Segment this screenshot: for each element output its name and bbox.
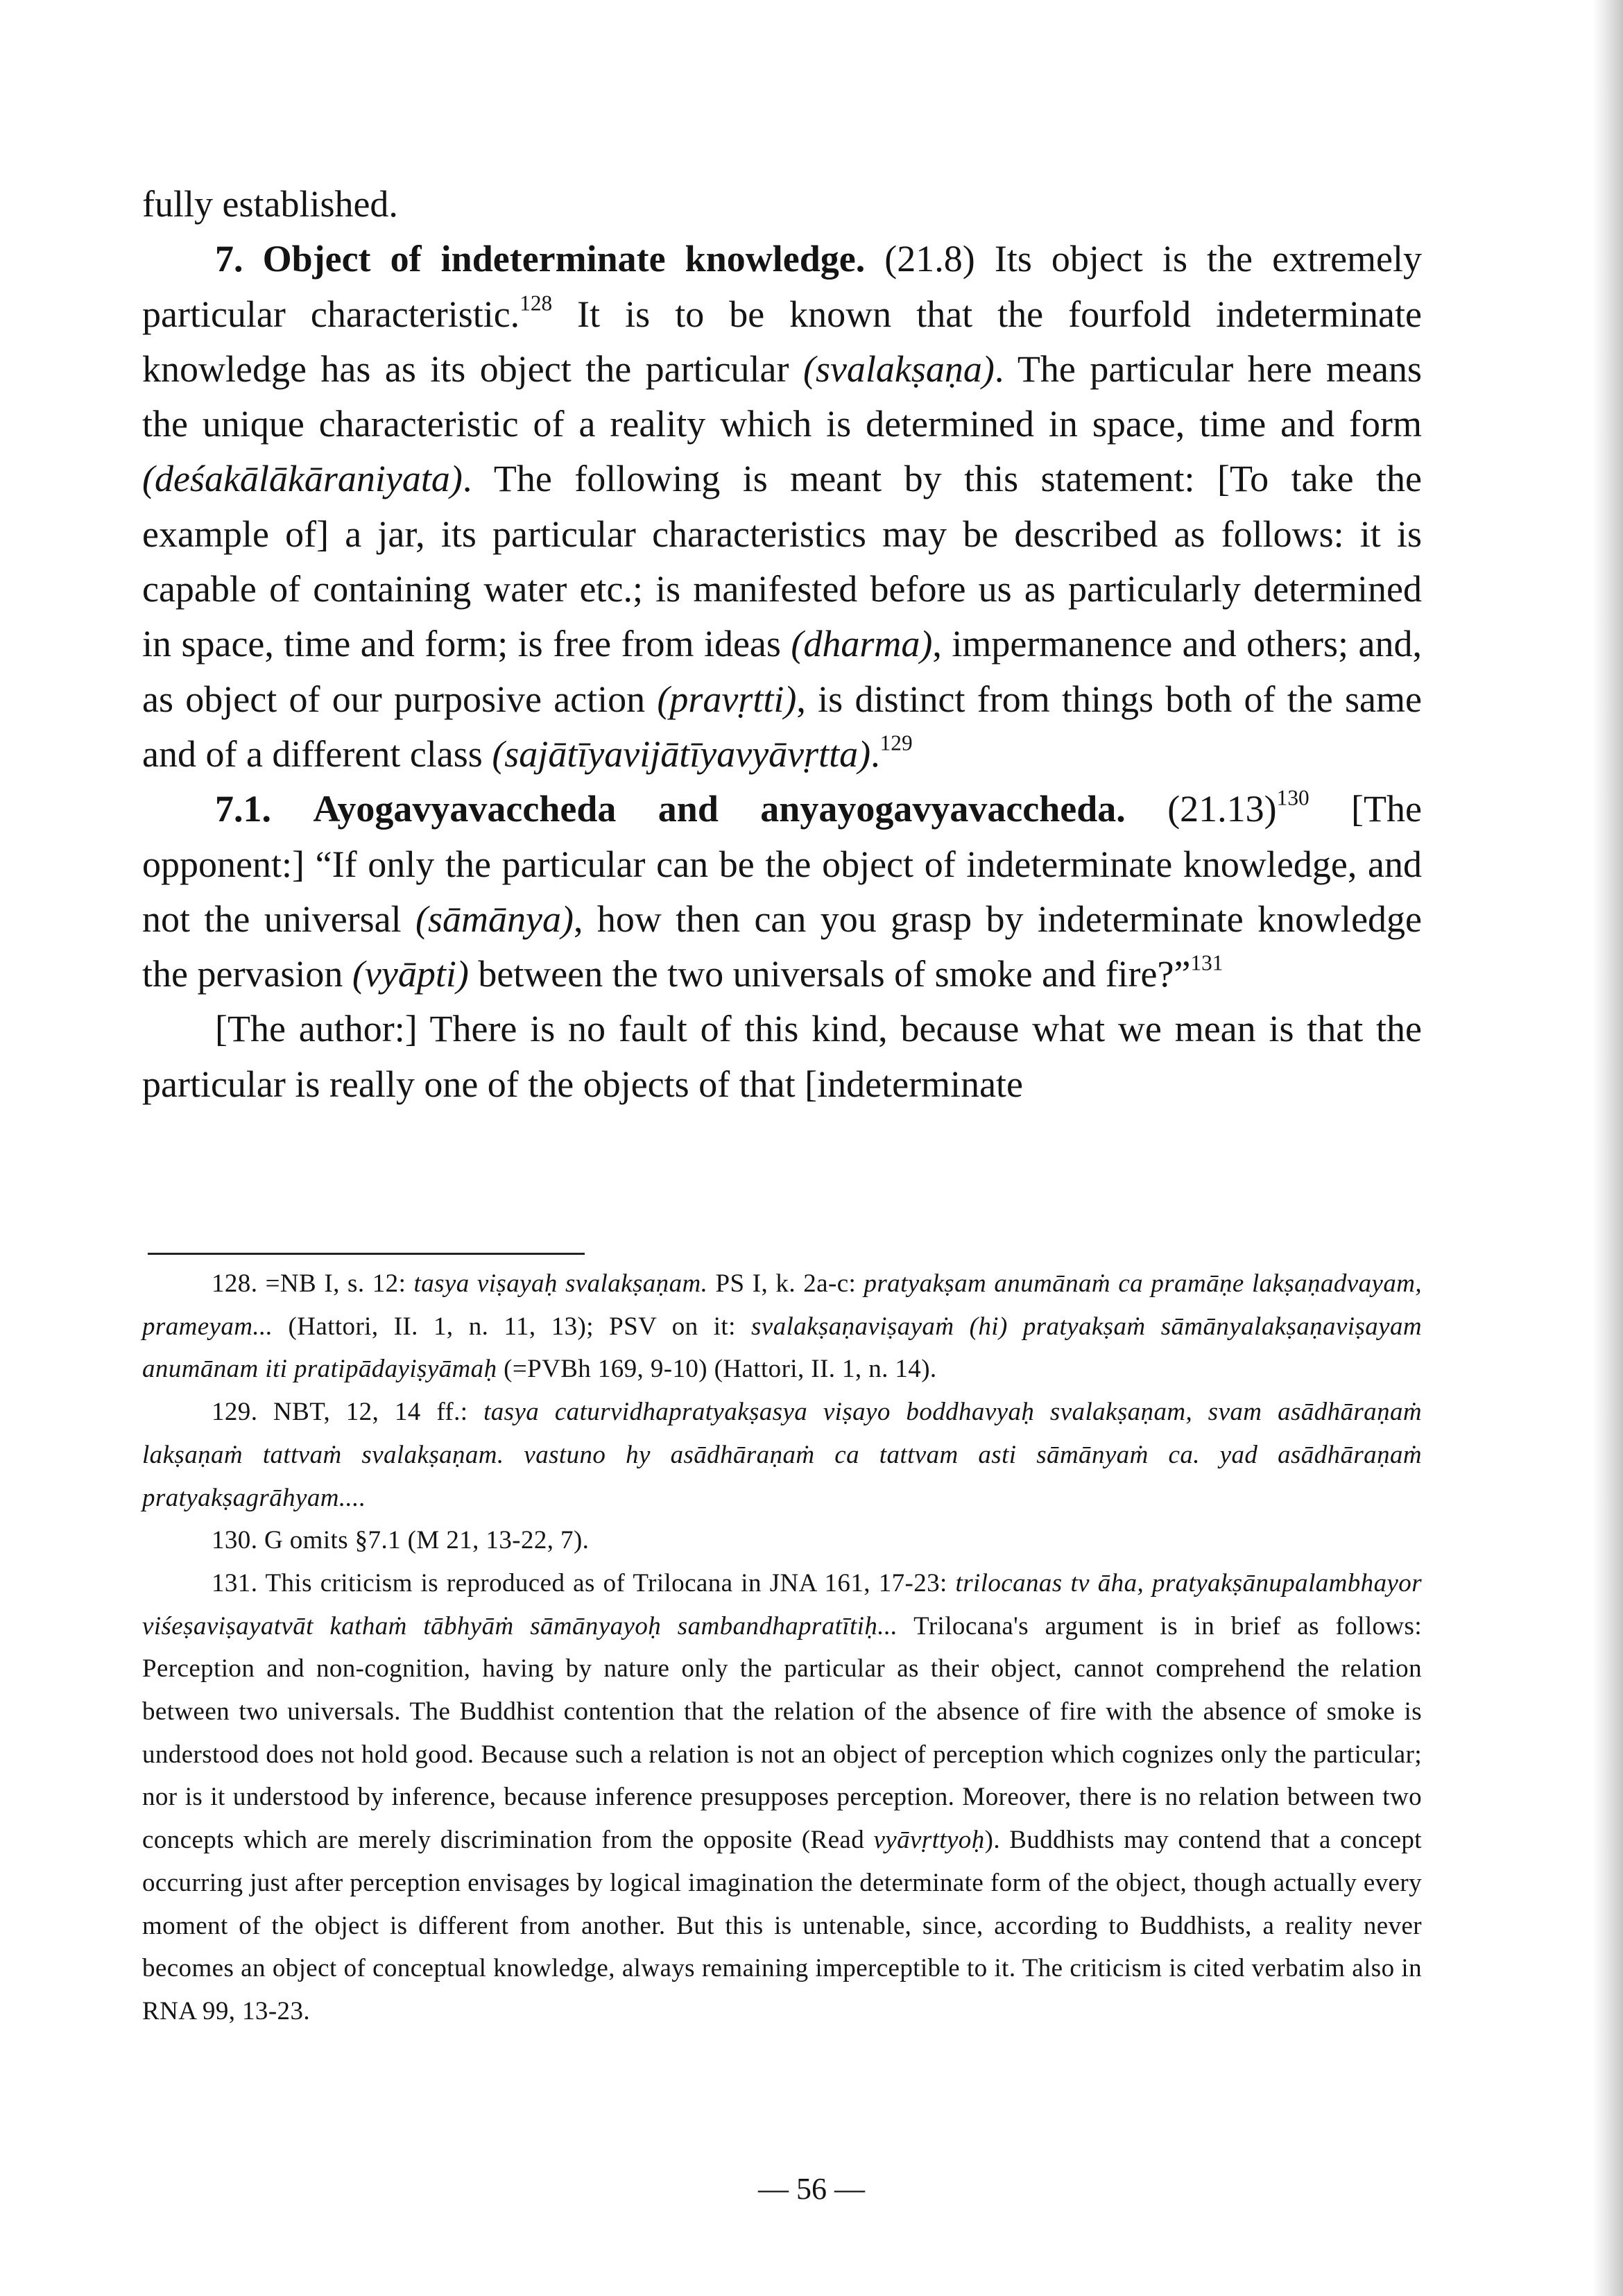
footnote-131: 131. This criticism is reproduced as of Trilocana in JNA 161, 17-23: trilocanas tv āha, pratyakṣānupalambhayor viśeṣaviṣayatvāt kathaṁ tābhyāṁ sāmānyayoḥ sambandhapratītiḥ... Trilocana's argument is in brief as follows: Perception and non-cognition, having by nature only the particular as their object, cannot comprehend the relation between two universals. The Buddhist contention that the relation of the absence of fire with the absence of smoke is understood does not hold good. Because such a relation is not an object of perception which cognizes only the particular; nor is it understood by inference, because inference presupposes perception. Moreover, there is no relation between two concepts which are merely discrimination from the opposite (Read vyāvṛttyoḥ). Buddhists may contend that a concept occurring just after perception envisages by logical imagination the determinate form of the object, though actually every moment of the object is different from another. But this is untenable, since, according to Buddhists, a reality never becomes an object of conceptual knowledge, always remaining imperceptible to it. The criticism is cited verbatim also in RNA 99, 13-23. xyxy=(142,1568,1422,2025)
footnote-ref-131: 131 xyxy=(1190,950,1223,975)
section-7-title: Object of indeterminate knowledge. xyxy=(262,238,866,280)
footnote-ref-128: 128 xyxy=(519,291,553,316)
section-7-1-paragraph: 7.1. Ayogavyavaccheda and anyayogavyavaccheda. $(21.13)^{130}$ [The opponent:] “If only the particular can be the object of indeterminate knowledge, and not the universal (sāmānya), how then can you grasp by indeterminate knowledge the pervasion (vyāpti) between the two universals of smoke and fire?”$^{131}$ xyxy=(142,785,1422,995)
section-7-1-number: 7.1. xyxy=(215,788,271,830)
footnote-divider xyxy=(148,1253,585,1255)
main-text xyxy=(142,177,1422,1112)
section-7-paragraph: 7. Object of indeterminate knowledge. (21.8) Its object is the extremely particular characteristic.$^{128}$ It is to be known that the fourfold indeterminate knowledge has as its object the particular (svalakṣaṇa). The particular here means the unique characteristic of a reality which is determined in space, time and form (deśakālākāraniyata). The following is meant by this statement: [To take the example of] a jar, its particular characteristics may be described as follows: it is capable of containing water etc.; is manifested before us as particularly determined in space, time and form; is free from ideas (dharma), impermanence and others; and, as object of our purposive action (pravṛtti), is distinct from things both of the same and of a different class (sajātīyavijātīyavyāvṛtta).$^{129}$ xyxy=(142,238,1423,775)
page-number: — 56 — xyxy=(758,2172,865,2206)
footnote-130: 130. G omits §7.1 (M 21, 13-22, 7). xyxy=(212,1526,590,1555)
footnote-ref-130: 130 xyxy=(1276,785,1309,810)
footnote-128: 128. =NB I, s. 12: tasya viṣayaḥ svalakṣaṇam. PS I, k. 2a-c: pratyakṣam anumānaṁ ca pramāṇe lakṣaṇadvayam, prameyam... (Hattori, II. 1, n. 11, 13); PSV on it: svalakṣaṇaviṣayaṁ (hi) pratyakṣaṁ sāmānyalakṣaṇaviṣayam anumānam iti pratipādayiṣyāmaḥ (=PVBh 169, 9-10) (Hattori, II. 1, n. 14). xyxy=(142,1269,1422,1384)
footnotes xyxy=(142,1262,1422,2033)
section-7-1-title: Ayogavyavaccheda and anyayogavyavaccheda. xyxy=(313,788,1126,830)
section-7-number: 7. xyxy=(215,238,243,280)
footnote-ref-129: 129 xyxy=(879,730,913,755)
scan-edge-shadow xyxy=(1592,0,1623,2296)
paragraph-continuation: fully established. xyxy=(142,183,398,225)
author-reply-paragraph: [The author:] There is no fault of this kind, because what we mean is that the particular is really one of the objects of that [indeterminate xyxy=(142,1008,1422,1105)
footnote-129: 129. NBT, 12, 14 ff.: tasya caturvidhapratyakṣasya viṣayo boddhavyaḥ svalakṣaṇam, svam asādhāraṇaṁ lakṣaṇaṁ tattvaṁ svalakṣaṇam. vastuno hy asādhāraṇaṁ ca tattvam asti sāmānyaṁ ca. yad asādhāraṇaṁ pratyakṣagrāhyam.... xyxy=(142,1398,1422,1512)
